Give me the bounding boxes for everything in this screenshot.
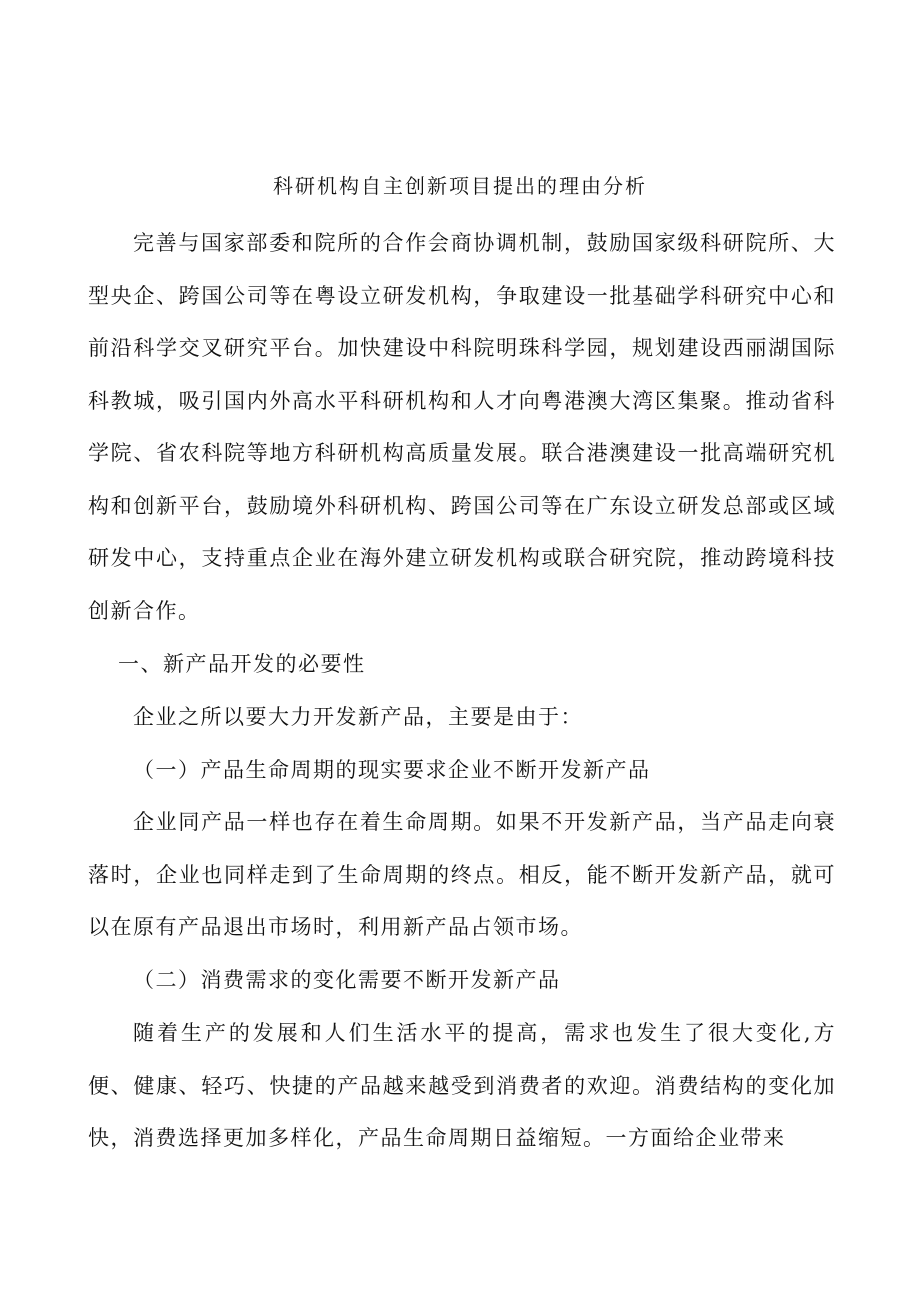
section-heading-necessity: 一、新产品开发的必要性 <box>118 652 366 676</box>
paragraph-reasons-intro: 企业之所以要大力开发新产品，主要是由于： <box>133 705 583 729</box>
paragraph-research-institutions: 完善与国家部委和院所的合作会商协调机制，鼓励国家级科研院所、大型央企、跨国公司等在粤设立研发机构，争取建设一批基础学科研究中心和前沿科学交叉研究平台。加快建设中科院明珠科学园，规划建设西丽湖国际科教城，吸引国内外高水平科研机构和人才向粤港澳大湾区集聚。推动省科学院、省农科院等地方科研机构高质量发展。联合港澳建设一批高端研究机构和创新平台，鼓励境外科研机构、跨国公司等在广东设立研发总部或区域研发中心，支持重点企业在海外建立研发机构或联合研究院，推动跨境科技创新合作。 <box>88 231 836 623</box>
document-title: 科研机构自主创新项目提出的理由分析 <box>273 174 647 198</box>
subheading-consumer-demand: （二）消费需求的变化需要不断开发新产品 <box>133 968 561 992</box>
subheading-product-lifecycle: （一）产品生命周期的现实要求企业不断开发新产品 <box>133 758 651 782</box>
paragraph-consumer-demand: 随着生产的发展和人们生活水平的提高，需求也发生了很大变化,方便、健康、轻巧、快捷的产品越来越受到消费者的欢迎。消费结构的变化加快，消费选择更加多样化，产品生命周期日益缩短。一方面给企业带来 <box>88 1021 836 1150</box>
paragraph-lifecycle: 企业同产品一样也存在着生命周期。如果不开发新产品，当产品走向衰落时，企业也同样走到了生命周期的终点。相反，能不断开发新产品，就可以在原有产品退出市场时，利用新产品占领市场。 <box>88 810 836 939</box>
